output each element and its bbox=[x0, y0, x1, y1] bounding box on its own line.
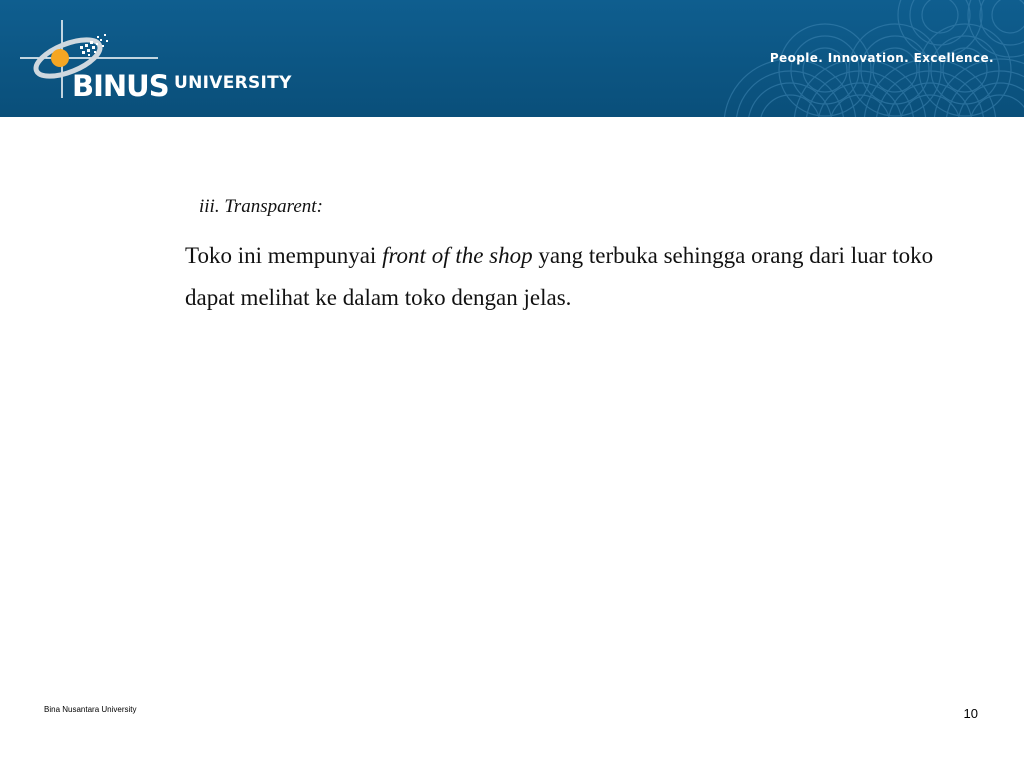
page-number: 10 bbox=[963, 706, 978, 721]
body-text-end: yang terbuka sehingga orang dari luar toko dapat melihat ke dalam toko dengan jelas. bbox=[185, 243, 934, 310]
subheading-suffix: : bbox=[316, 196, 323, 217]
body-text-start: Toko ini mempunyai bbox=[185, 243, 383, 268]
tagline: People. Innovation. Excellence. bbox=[769, 51, 994, 65]
header-banner bbox=[0, 0, 1024, 117]
body-text-italic: front of the shop bbox=[382, 243, 533, 268]
logo-wordmark: BINUS bbox=[72, 69, 169, 103]
logo-subtitle: UNIVERSITY bbox=[174, 73, 292, 93]
binus-logo[interactable] bbox=[18, 14, 308, 104]
subheading-prefix: iii. bbox=[199, 196, 225, 217]
body-paragraph bbox=[185, 235, 965, 319]
footer-institution: Bina Nusantara University bbox=[44, 705, 137, 714]
slide-subheading bbox=[199, 196, 323, 218]
subheading-term: Transparent bbox=[224, 196, 317, 217]
